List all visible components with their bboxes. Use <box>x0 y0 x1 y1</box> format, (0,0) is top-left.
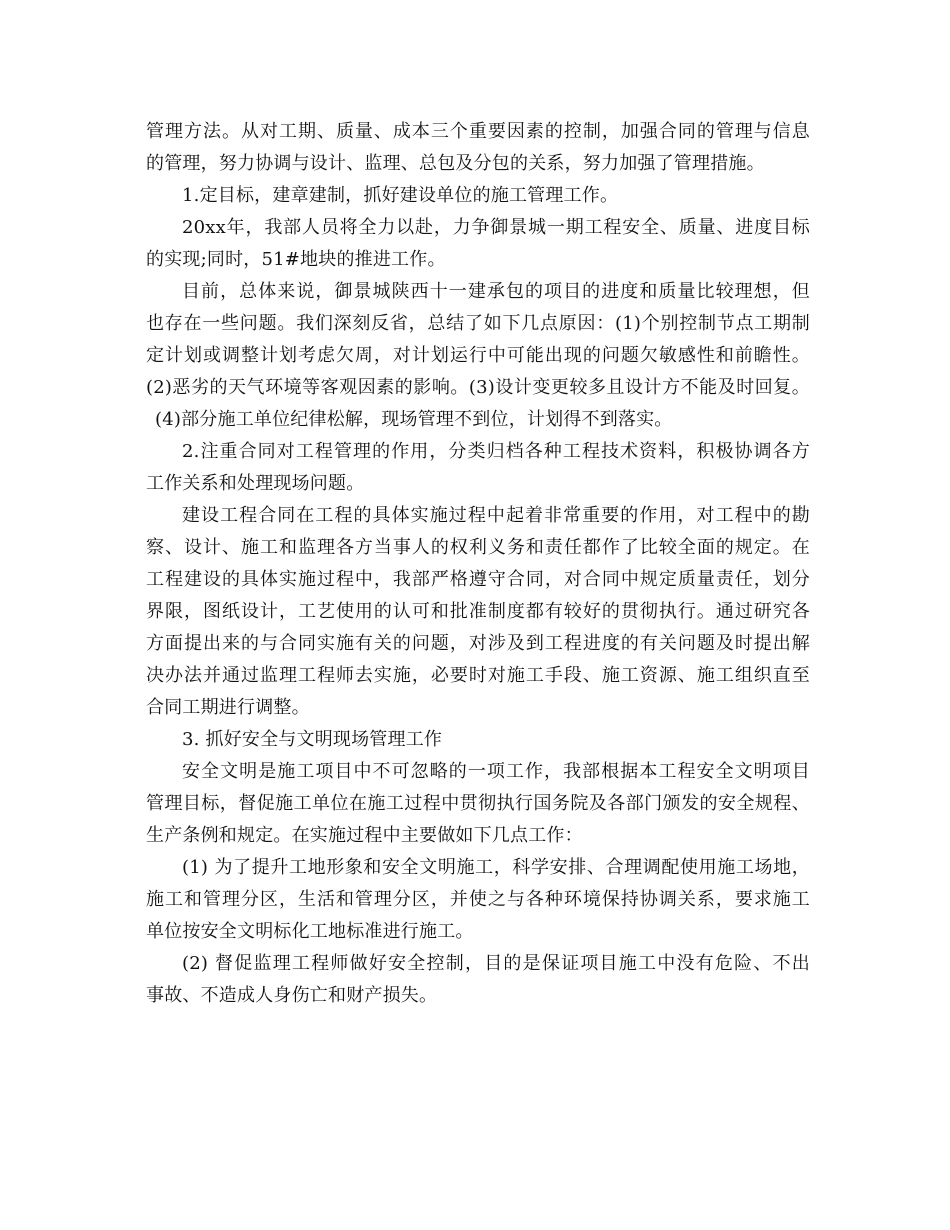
text-line: 界限，图纸设计，工艺使用的认可和批准制度都有较好的贯彻执行。通过研究各 <box>146 601 810 622</box>
text-line: 生产条例和规定。在实施过程中主要做如下几点工作： <box>146 825 583 846</box>
section-heading-2-cont: 工作关系和处理现场问题。 <box>146 473 365 494</box>
text-line: 察、设计、施工和监理各方当事人的权利义务和责任都作了比较全面的规定。在 <box>146 537 810 558</box>
section-heading-1: 1.定目标，建章建制，抓好建设单位的施工管理工作。 <box>182 185 619 206</box>
text-line: 管理目标，督促施工单位在施工过程中贯彻执行国务院及各部门颁发的安全规程、 <box>146 793 810 814</box>
text-line: 的实现;同时，51#地块的推进工作。 <box>146 249 446 270</box>
list-item-1: (1) 为了提升工地形象和安全文明施工，科学安排、合理调配使用施工场地， <box>182 857 810 878</box>
document-body <box>146 116 810 1012</box>
text-line: 定计划或调整计划考虑欠周，对计划运行中可能出现的问题欠敏感性和前瞻性。 <box>146 345 810 366</box>
text-line: 管理方法。从对工期、质量、成本三个重要因素的控制，加强合同的管理与信息 <box>146 121 810 142</box>
text-line: 单位按安全文明标化工地标准进行施工。 <box>146 921 474 942</box>
text-line: 事故、不造成人身伤亡和财产损失。 <box>146 985 438 1006</box>
text-line: 合同工期进行调整。 <box>146 697 310 718</box>
text-line: 的管理，努力协调与设计、监理、总包及分包的关系，努力加强了管理措施。 <box>146 153 765 174</box>
text-line: 方面提出来的与合同实施有关的问题，对涉及到工程进度的有关问题及时提出解 <box>146 633 810 654</box>
text-line: 也存在一些问题。我们深刻反省，总结了如下几点原因：(1)个别控制节点工期制 <box>146 313 810 334</box>
section-heading-3: 3. 抓好安全与文明现场管理工作 <box>182 729 443 750</box>
text-line: 施工和管理分区，生活和管理分区，并使之与各种环境保持协调关系，要求施工 <box>146 889 810 910</box>
text-line: (4)部分施工单位纪律松解，现场管理不到位，计划得不到落实。 <box>155 409 673 430</box>
text-line: 安全文明是施工项目中不可忽略的一项工作，我部根据本工程安全文明项目 <box>182 761 810 782</box>
text-line: 决办法并通过监理工程师去实施，必要时对施工手段、施工资源、施工组织直至 <box>146 665 810 686</box>
text-line: 建设工程合同在工程的具体实施过程中起着非常重要的作用，对工程中的勘 <box>182 505 810 526</box>
text-line: (2)恶劣的天气环境等客观因素的影响。(3)设计变更较多且设计方不能及时回复。 <box>146 377 810 398</box>
text-line: 20xx年，我部人员将全力以赴，力争御景城一期工程安全、质量、进度目标 <box>182 217 810 238</box>
list-item-2: (2) 督促监理工程师做好安全控制，目的是保证项目施工中没有危险、不出 <box>182 953 810 974</box>
text-line: 工程建设的具体实施过程中，我部严格遵守合同，对合同中规定质量责任，划分 <box>146 569 810 590</box>
text-line: 目前，总体来说，御景城陕西十一建承包的项目的进度和质量比较理想，但 <box>182 281 810 302</box>
section-heading-2: 2.注重合同对工程管理的作用，分类归档各种工程技术资料，积极协调各方 <box>182 441 810 462</box>
